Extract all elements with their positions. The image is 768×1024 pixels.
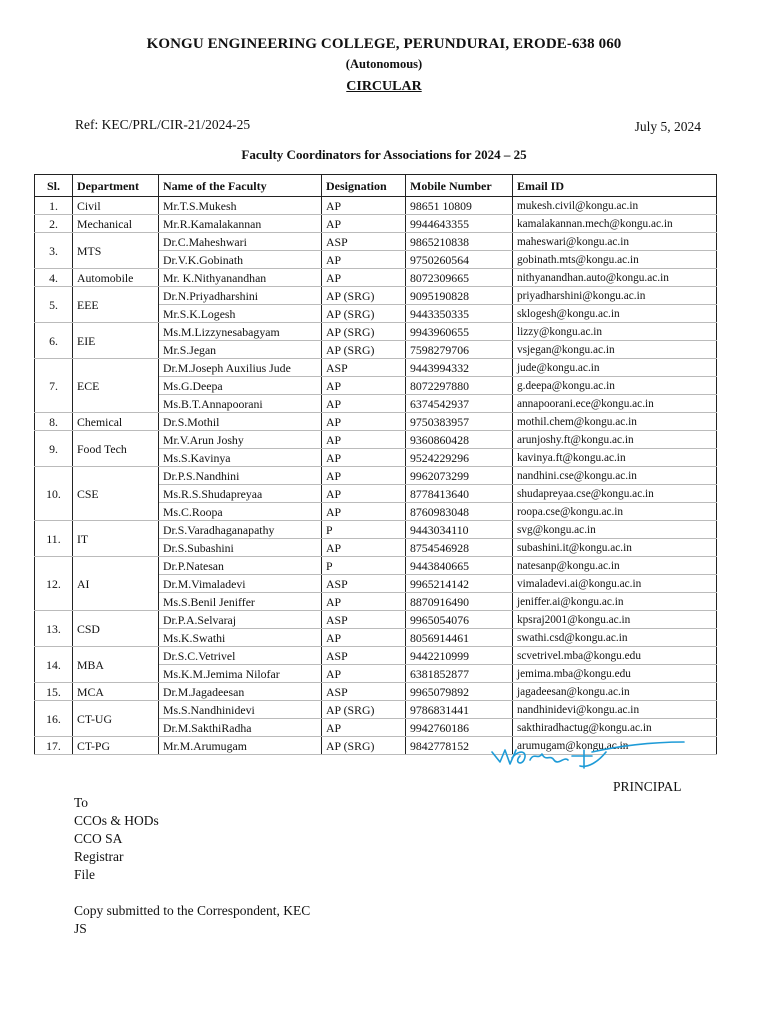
table-row [35, 557, 717, 575]
autonomous-label: (Autonomous) [345, 57, 423, 71]
serial-number-cell: 11. [35, 521, 73, 557]
faculty-name-cell: Ms.S.Benil Jeniffer [159, 593, 322, 611]
mobile-cell: 8760983048 [406, 503, 513, 521]
mobile-cell: 8754546928 [406, 539, 513, 557]
department-cell: CT-UG [73, 701, 159, 737]
designation-cell: AP [322, 719, 406, 737]
mobile-cell: 9095190828 [406, 287, 513, 305]
serial-number-cell: 4. [35, 269, 73, 287]
faculty-name-cell: Dr.M.Joseph Auxilius Jude [159, 359, 322, 377]
department-cell: MCA [73, 683, 159, 701]
table-title: Faculty Coordinators for Associations for 2024 – 25 [241, 147, 527, 162]
designation-cell: ASP [322, 359, 406, 377]
department-cell: IT [73, 521, 159, 557]
faculty-name-cell: Dr.P.Natesan [159, 557, 322, 575]
designation-cell: AP [322, 629, 406, 647]
table-row [35, 287, 717, 305]
reference-number: Ref: KEC/PRL/CIR-21/2024-25 [75, 117, 251, 132]
serial-number-cell: 9. [35, 431, 73, 467]
department-cell: EEE [73, 287, 159, 323]
designation-cell: AP (SRG) [322, 305, 406, 323]
mobile-cell: 8072309665 [406, 269, 513, 287]
faculty-name-cell: Dr.P.A.Selvaraj [159, 611, 322, 629]
email-cell: svg@kongu.ac.in [513, 521, 717, 539]
mobile-cell: 9965214142 [406, 575, 513, 593]
table-row [35, 413, 717, 431]
designation-cell: AP [322, 251, 406, 269]
serial-number-cell: 5. [35, 287, 73, 323]
table-row [35, 647, 717, 665]
faculty-name-cell: Dr.C.Maheshwari [159, 233, 322, 251]
designation-cell: ASP [322, 575, 406, 593]
circular-label: CIRCULAR [346, 79, 422, 94]
mobile-cell: 9443350335 [406, 305, 513, 323]
designation-cell: AP (SRG) [322, 737, 406, 755]
faculty-name-cell: Ms.S.Nandhinidevi [159, 701, 322, 719]
email-cell: annapoorani.ece@kongu.ac.in [513, 395, 717, 413]
mobile-cell: 9942760186 [406, 719, 513, 737]
serial-number-cell: 16. [35, 701, 73, 737]
designation-cell: AP [322, 413, 406, 431]
serial-number-cell: 3. [35, 233, 73, 269]
mobile-cell: 9360860428 [406, 431, 513, 449]
department-cell: CSD [73, 611, 159, 647]
email-cell: swathi.csd@kongu.ac.in [513, 629, 717, 647]
faculty-name-cell: Dr.M.Vimaladevi [159, 575, 322, 593]
mobile-cell: 9442210999 [406, 647, 513, 665]
faculty-name-cell: Mr.S.Jegan [159, 341, 322, 359]
principal-title: PRINCIPAL [613, 779, 682, 794]
email-cell: priyadharshini@kongu.ac.in [513, 287, 717, 305]
table-row [35, 683, 717, 701]
mobile-cell: 9965054076 [406, 611, 513, 629]
designation-cell: AP (SRG) [322, 341, 406, 359]
mobile-cell: 9443034110 [406, 521, 513, 539]
faculty-name-cell: Ms.B.T.Annapoorani [159, 395, 322, 413]
faculty-name-cell: Mr.S.K.Logesh [159, 305, 322, 323]
email-cell: jeniffer.ai@kongu.ac.in [513, 593, 717, 611]
mobile-cell: 9943960655 [406, 323, 513, 341]
serial-number-cell: 6. [35, 323, 73, 359]
email-cell: sakthiradhactug@kongu.ac.in [513, 719, 717, 737]
mobile-cell: 6374542937 [406, 395, 513, 413]
department-cell: MBA [73, 647, 159, 683]
to-label: To [74, 795, 89, 810]
table-row [35, 269, 717, 287]
table-row [35, 323, 717, 341]
principal-signature [488, 738, 688, 774]
email-cell: jagadeesan@kongu.ac.in [513, 683, 717, 701]
recipient-item: Registrar [74, 849, 124, 864]
col-header-email: Email ID [513, 175, 717, 197]
table-body [35, 197, 717, 755]
mobile-cell: 9865210838 [406, 233, 513, 251]
designation-cell: AP [322, 467, 406, 485]
email-cell: lizzy@kongu.ac.in [513, 323, 717, 341]
designation-cell: ASP [322, 611, 406, 629]
designation-cell: AP [322, 377, 406, 395]
email-cell: arunjoshy.ft@kongu.ac.in [513, 431, 717, 449]
faculty-name-cell: Ms.K.Swathi [159, 629, 322, 647]
designation-cell: AP [322, 395, 406, 413]
table-row [35, 215, 717, 233]
mobile-cell: 9443994332 [406, 359, 513, 377]
circular-date: July 5, 2024 [634, 119, 701, 134]
designation-cell: AP [322, 485, 406, 503]
mobile-cell: 9842778152 [406, 737, 513, 755]
mobile-cell: 9965079892 [406, 683, 513, 701]
department-cell: Chemical [73, 413, 159, 431]
faculty-name-cell: Dr.P.S.Nandhini [159, 467, 322, 485]
serial-number-cell: 7. [35, 359, 73, 413]
email-cell: sklogesh@kongu.ac.in [513, 305, 717, 323]
department-cell: EIE [73, 323, 159, 359]
college-name: KONGU ENGINEERING COLLEGE, PERUNDURAI, ERODE-638 060 [146, 36, 622, 52]
recipient-item: File [74, 867, 96, 882]
serial-number-cell: 17. [35, 737, 73, 755]
faculty-name-cell: Dr.V.K.Gobinath [159, 251, 322, 269]
email-cell: maheswari@kongu.ac.in [513, 233, 717, 251]
mobile-cell: 8778413640 [406, 485, 513, 503]
faculty-name-cell: Ms.K.M.Jemima Nilofar [159, 665, 322, 683]
copy-note: Copy submitted to the Correspondent, KEC [74, 903, 311, 918]
email-cell: nithyanandhan.auto@kongu.ac.in [513, 269, 717, 287]
mobile-cell: 8056914461 [406, 629, 513, 647]
faculty-name-cell: Dr.M.SakthiRadha [159, 719, 322, 737]
faculty-name-cell: Dr.S.Mothil [159, 413, 322, 431]
faculty-name-cell: Ms.C.Roopa [159, 503, 322, 521]
col-header-name: Name of the Faculty [159, 175, 322, 197]
department-cell: MTS [73, 233, 159, 269]
designation-cell: P [322, 557, 406, 575]
faculty-name-cell: Ms.S.Kavinya [159, 449, 322, 467]
serial-number-cell: 15. [35, 683, 73, 701]
designation-cell: AP [322, 431, 406, 449]
email-cell: kpsraj2001@kongu.ac.in [513, 611, 717, 629]
faculty-name-cell: Ms.G.Deepa [159, 377, 322, 395]
designation-cell: AP (SRG) [322, 701, 406, 719]
faculty-name-cell: Mr.R.Kamalakannan [159, 215, 322, 233]
department-cell: ECE [73, 359, 159, 413]
designation-cell: AP (SRG) [322, 323, 406, 341]
mobile-cell: 8870916490 [406, 593, 513, 611]
mobile-cell: 9750260564 [406, 251, 513, 269]
email-cell: vimaladevi.ai@kongu.ac.in [513, 575, 717, 593]
email-cell: jude@kongu.ac.in [513, 359, 717, 377]
table-row [35, 611, 717, 629]
department-cell: Mechanical [73, 215, 159, 233]
designation-cell: ASP [322, 683, 406, 701]
faculty-name-cell: Dr.S.Subashini [159, 539, 322, 557]
signature-ink [492, 742, 684, 768]
designation-cell: AP (SRG) [322, 287, 406, 305]
col-header-sl: Sl. [35, 175, 73, 197]
mobile-cell: 8072297880 [406, 377, 513, 395]
table-row [35, 431, 717, 449]
department-cell: Automobile [73, 269, 159, 287]
faculty-name-cell: Dr.N.Priyadharshini [159, 287, 322, 305]
recipient-item: CCO SA [74, 831, 123, 846]
serial-number-cell: 1. [35, 197, 73, 215]
email-cell: gobinath.mts@kongu.ac.in [513, 251, 717, 269]
mobile-cell: 9750383957 [406, 413, 513, 431]
email-cell: jemima.mba@kongu.edu [513, 665, 717, 683]
designation-cell: AP [322, 215, 406, 233]
email-cell: mukesh.civil@kongu.ac.in [513, 197, 717, 215]
serial-number-cell: 14. [35, 647, 73, 683]
table-row [35, 359, 717, 377]
email-cell: arumugam@kongu.ac.in [513, 737, 717, 755]
email-cell: kamalakannan.mech@kongu.ac.in [513, 215, 717, 233]
designation-cell: P [322, 521, 406, 539]
email-cell: shudapreyaa.cse@kongu.ac.in [513, 485, 717, 503]
email-cell: subashini.it@kongu.ac.in [513, 539, 717, 557]
mobile-cell: 98651 10809 [406, 197, 513, 215]
designation-cell: ASP [322, 233, 406, 251]
designation-cell: AP [322, 593, 406, 611]
col-header-department: Department [73, 175, 159, 197]
department-cell: Food Tech [73, 431, 159, 467]
email-cell: nandhini.cse@kongu.ac.in [513, 467, 717, 485]
mobile-cell: 7598279706 [406, 341, 513, 359]
mobile-cell: 9443840665 [406, 557, 513, 575]
designation-cell: AP [322, 197, 406, 215]
faculty-name-cell: Mr. K.Nithyanandhan [159, 269, 322, 287]
faculty-name-cell: Dr.S.C.Vetrivel [159, 647, 322, 665]
faculty-name-cell: Dr.M.Jagadeesan [159, 683, 322, 701]
table-header-row [35, 175, 717, 197]
email-cell: kavinya.ft@kongu.ac.in [513, 449, 717, 467]
email-cell: scvetrivel.mba@kongu.edu [513, 647, 717, 665]
faculty-name-cell: Mr.T.S.Mukesh [159, 197, 322, 215]
recipient-item: CCOs & HODs [74, 813, 159, 828]
serial-number-cell: 13. [35, 611, 73, 647]
designation-cell: ASP [322, 647, 406, 665]
department-cell: CSE [73, 467, 159, 521]
email-cell: mothil.chem@kongu.ac.in [513, 413, 717, 431]
email-cell: natesanp@kongu.ac.in [513, 557, 717, 575]
department-cell: CT-PG [73, 737, 159, 755]
email-cell: vsjegan@kongu.ac.in [513, 341, 717, 359]
email-cell: nandhinidevi@kongu.ac.in [513, 701, 717, 719]
table-row [35, 521, 717, 539]
table-row [35, 701, 717, 719]
col-header-mobile: Mobile Number [406, 175, 513, 197]
col-header-designation: Designation [322, 175, 406, 197]
table-row [35, 233, 717, 251]
department-cell: Civil [73, 197, 159, 215]
faculty-name-cell: Mr.V.Arun Joshy [159, 431, 322, 449]
faculty-name-cell: Ms.R.S.Shudapreyaa [159, 485, 322, 503]
faculty-name-cell: Mr.M.Arumugam [159, 737, 322, 755]
faculty-name-cell: Dr.S.Varadhaganapathy [159, 521, 322, 539]
mobile-cell: 6381852877 [406, 665, 513, 683]
designation-cell: AP [322, 665, 406, 683]
mobile-cell: 9786831441 [406, 701, 513, 719]
table-row [35, 197, 717, 215]
department-cell: AI [73, 557, 159, 611]
email-cell: roopa.cse@kongu.ac.in [513, 503, 717, 521]
mobile-cell: 9944643355 [406, 215, 513, 233]
circular-heading [0, 79, 768, 95]
initials: JS [74, 921, 87, 936]
serial-number-cell: 8. [35, 413, 73, 431]
email-cell: g.deepa@kongu.ac.in [513, 377, 717, 395]
coordinators-table [34, 174, 717, 755]
serial-number-cell: 10. [35, 467, 73, 521]
table-row [35, 467, 717, 485]
mobile-cell: 9524229296 [406, 449, 513, 467]
faculty-name-cell: Ms.M.Lizzynesabagyam [159, 323, 322, 341]
designation-cell: AP [322, 503, 406, 521]
serial-number-cell: 2. [35, 215, 73, 233]
designation-cell: AP [322, 539, 406, 557]
designation-cell: AP [322, 269, 406, 287]
mobile-cell: 9962073299 [406, 467, 513, 485]
designation-cell: AP [322, 449, 406, 467]
serial-number-cell: 12. [35, 557, 73, 611]
